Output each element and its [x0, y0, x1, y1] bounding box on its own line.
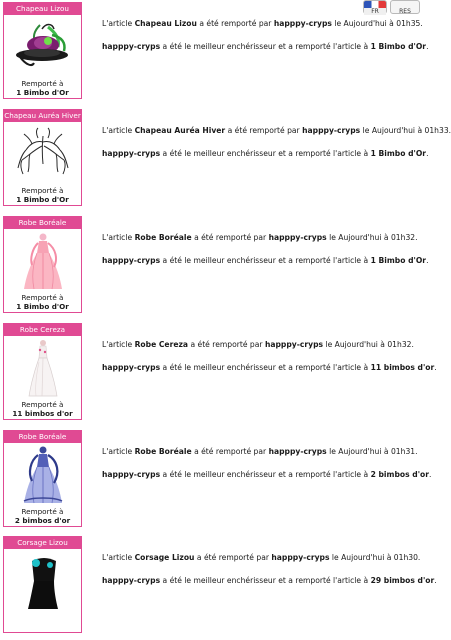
item-card[interactable]	[3, 2, 82, 99]
msg-end: .	[426, 42, 429, 51]
msg-price: 11 bimbos d'or	[370, 363, 435, 372]
won-label: Remporté à	[21, 186, 64, 195]
msg-when: le Aujourd'hui à 01h32.	[329, 233, 418, 242]
price-value: 1 Bimbo d'Or	[16, 195, 69, 204]
won-label: Remporté à	[21, 507, 64, 516]
won-label: Remporté à	[21, 400, 64, 409]
msg-bid-mid: a été le meilleur enchérisseur et a remporté l'article à	[162, 42, 369, 51]
msg-winner: happpy-cryps	[102, 576, 161, 585]
msg-item-name: Robe Cereza	[134, 340, 189, 349]
item-title: Chapeau Lizou	[4, 3, 81, 15]
won-label: Remporté à	[21, 79, 64, 88]
msg-price: 29 bimbos d'or	[370, 576, 435, 585]
item-price	[4, 186, 81, 204]
auction-row	[3, 216, 429, 320]
auction-message	[102, 126, 451, 136]
auction-message	[102, 19, 423, 29]
msg-mid: a été remporté par	[194, 233, 267, 242]
dress-white-icon	[12, 338, 74, 398]
msg-winner: happpy-cryps	[264, 340, 324, 349]
auction-row	[3, 536, 437, 640]
dress-blue-icon	[12, 445, 74, 505]
msg-winner: happpy-cryps	[273, 19, 332, 28]
msg-winner: happpy-cryps	[102, 256, 161, 265]
language-fr-label: FR	[364, 8, 386, 15]
item-title: Robe Boréale	[4, 431, 81, 443]
msg-price: 2 bimbos d'or	[370, 470, 429, 479]
msg-mid: a été remporté par	[190, 340, 263, 349]
msg-prefix: L'article	[102, 19, 133, 28]
bid-message	[102, 363, 437, 373]
msg-prefix: L'article	[102, 233, 133, 242]
auction-message	[102, 233, 418, 243]
auction-row	[3, 430, 432, 534]
msg-winner: happpy-cryps	[271, 553, 330, 562]
msg-prefix: L'article	[102, 447, 133, 456]
item-card[interactable]	[3, 536, 82, 633]
bid-message	[102, 256, 429, 266]
msg-winner: happpy-cryps	[102, 470, 161, 479]
msg-bid-mid: a été le meilleur enchérisseur et a remporté l'article à	[162, 470, 369, 479]
msg-mid: a été remporté par	[199, 19, 272, 28]
item-title: Corsage Lizou	[4, 537, 81, 549]
item-card[interactable]	[3, 323, 82, 420]
msg-prefix: L'article	[102, 340, 133, 349]
price-value: 2 bimbos d'or	[14, 516, 71, 525]
msg-end: .	[434, 576, 437, 585]
auction-row	[3, 2, 429, 106]
msg-bid-mid: a été le meilleur enchérisseur et a remporté l'article à	[162, 363, 369, 372]
corset-black-icon	[12, 551, 74, 611]
msg-winner: happpy-cryps	[302, 126, 361, 135]
auction-row	[3, 323, 437, 427]
price-value: 1 Bimbo d'Or	[16, 302, 69, 311]
hat-feathered-icon	[12, 17, 74, 77]
msg-when: le Aujourd'hui à 01h31.	[329, 447, 418, 456]
auction-message	[102, 340, 412, 350]
msg-winner: happpy-cryps	[102, 149, 161, 158]
item-price	[4, 293, 81, 311]
item-card[interactable]	[3, 109, 82, 206]
bid-message	[102, 470, 432, 480]
item-price	[4, 400, 81, 418]
msg-when: le Aujourd'hui à 01h30.	[331, 553, 421, 562]
price-value: 11 bimbos d'or	[12, 409, 73, 418]
won-label: Remporté à	[21, 293, 64, 302]
msg-item-name: Chapeau Auréa Hiver	[134, 126, 226, 135]
item-card[interactable]	[3, 430, 82, 527]
item-title: Robe Boréale	[4, 217, 81, 229]
msg-item-name: Corsage Lizou	[134, 553, 195, 562]
msg-end: .	[434, 363, 437, 372]
msg-price: 1 Bimbo d'Or	[370, 42, 427, 51]
auction-message	[102, 447, 418, 457]
msg-price: 1 Bimbo d'Or	[370, 149, 427, 158]
msg-item-name: Chapeau Lizou	[134, 19, 197, 28]
msg-winner: happpy-cryps	[102, 363, 161, 372]
dress-pink-icon	[12, 231, 74, 291]
price-value: 1 Bimbo d'Or	[16, 88, 69, 97]
auction-message	[102, 553, 421, 563]
msg-item-name: Robe Boréale	[134, 447, 192, 456]
item-price	[4, 79, 81, 97]
item-title: Chapeau Auréa Hiver	[4, 111, 81, 120]
msg-when: le Aujourd'hui à 01h32.	[325, 340, 414, 349]
item-card[interactable]	[3, 216, 82, 313]
msg-end: .	[426, 149, 429, 158]
msg-winner: happpy-cryps	[268, 233, 327, 242]
msg-when: le Aujourd'hui à 01h35.	[334, 19, 423, 28]
msg-end: .	[426, 256, 429, 265]
msg-bid-mid: a été le meilleur enchérisseur et a remporté l'article à	[162, 256, 369, 265]
bid-message	[102, 149, 429, 159]
language-other-label: RES	[399, 8, 411, 15]
msg-mid: a été remporté par	[227, 126, 300, 135]
msg-winner: happpy-cryps	[268, 447, 327, 456]
bid-message	[102, 576, 437, 586]
auction-row	[3, 109, 451, 213]
msg-prefix: L'article	[102, 126, 133, 135]
item-title: Robe Cereza	[4, 324, 81, 336]
msg-when: le Aujourd'hui à 01h33.	[362, 126, 451, 135]
msg-end: .	[428, 470, 432, 479]
msg-winner: happpy-cryps	[102, 42, 161, 51]
bid-message	[102, 42, 429, 52]
msg-mid: a été remporté par	[196, 553, 269, 562]
msg-bid-mid: a été le meilleur enchérisseur et a remporté l'article à	[162, 149, 369, 158]
branch-crown-icon	[12, 124, 74, 184]
msg-item-name: Robe Boréale	[134, 233, 192, 242]
msg-bid-mid: a été le meilleur enchérisseur et a remporté l'article à	[162, 576, 369, 585]
msg-mid: a été remporté par	[194, 447, 267, 456]
msg-price: 1 Bimbo d'Or	[370, 256, 427, 265]
item-price	[4, 507, 81, 525]
msg-prefix: L'article	[102, 553, 133, 562]
